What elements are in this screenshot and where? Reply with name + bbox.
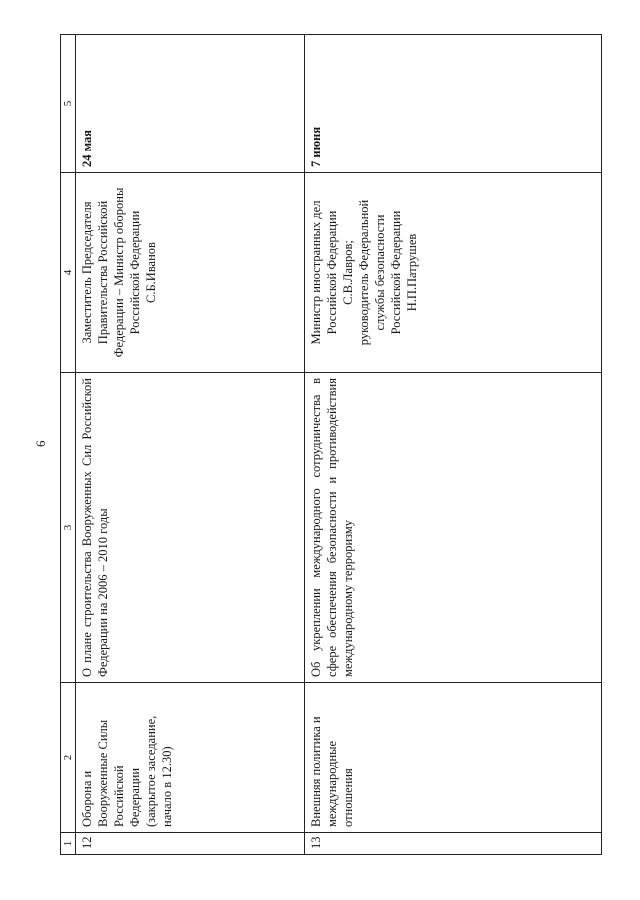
speaker-line: Российской Федерации	[325, 210, 339, 335]
speaker-line: С.Б.Иванов	[144, 242, 158, 303]
schedule-table	[60, 34, 602, 855]
speaker-line: Министр иностранных дел	[309, 200, 323, 345]
row-number: 13	[305, 833, 602, 855]
header-cell: 2	[61, 683, 76, 833]
speaker-line: Российской Федерации	[128, 210, 142, 335]
topic-line: Внешняя политика и	[309, 716, 323, 827]
topic-line: Федерации	[128, 767, 142, 827]
topic-line: международные	[325, 740, 339, 827]
row-number: 12	[76, 833, 305, 855]
topic-line: Вооруженные Силы	[96, 719, 110, 827]
topic-line: начало в 12.30)	[160, 746, 174, 827]
topic-line: Оборона и	[80, 770, 94, 827]
topic-line: Российской	[112, 765, 126, 827]
speaker-line: Н.П.Патрушев	[405, 233, 419, 312]
table-row	[305, 35, 602, 855]
page-number: 6	[33, 440, 48, 447]
speaker-line: Заместитель Председателя	[80, 201, 94, 344]
date-cell: 7 июня	[305, 35, 602, 173]
speaker-line: службы безопасности	[373, 214, 387, 331]
speakers-cell	[76, 173, 305, 373]
schedule-table-container	[60, 35, 600, 855]
topic-cell	[305, 683, 602, 833]
header-cell: 3	[61, 373, 76, 683]
header-row	[61, 35, 76, 855]
speakers-cell	[305, 173, 602, 373]
speaker-line: руководитель Федеральной	[357, 199, 371, 346]
speaker-line: С.В.Лавров;	[341, 240, 355, 305]
speaker-line: Федерации – Министр обороны	[112, 187, 126, 358]
header-cell: 1	[61, 833, 76, 855]
topic-line: отношения	[341, 768, 355, 827]
date-cell: 24 мая	[76, 35, 305, 173]
agenda-cell: Об укреплении международного сотрудничества в сфере обеспечения безопасности и противодействия международному терроризму	[305, 373, 602, 683]
speaker-line: Правительства Российской	[96, 200, 110, 345]
table-row	[76, 35, 305, 855]
topic-line: (закрытое заседание,	[144, 715, 158, 827]
speaker-line: Российской Федерации	[389, 210, 403, 335]
header-cell: 4	[61, 173, 76, 373]
header-cell: 5	[61, 35, 76, 173]
agenda-cell: О плане строительства Вооруженных Сил Российской Федерации на 2006 – 2010 годы	[76, 373, 305, 683]
topic-cell	[76, 683, 305, 833]
